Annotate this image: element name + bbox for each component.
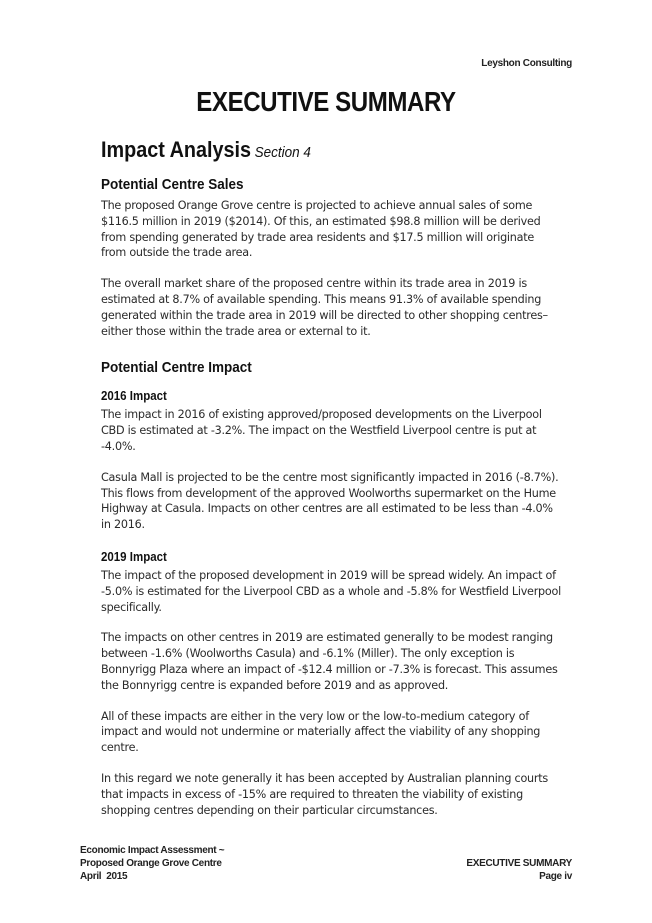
- footer-line-2: Proposed Orange Grove Centre: [80, 858, 222, 869]
- document-body: [101, 176, 561, 818]
- potential-impact-heading: Potential Centre Impact: [101, 359, 252, 377]
- impact-2016-paragraph-2: Casula Mall is projected to be the centre most significantly impacted in 2016 (-8.7%). This flows from development of the approved Woolworths supermarket on the Hume Highway at Casula. Impacts on other centres are all estimated to be less than -4.0% in 2016.: [101, 470, 559, 532]
- impact-2019-paragraph-4: In this regard we note generally it has been accepted by Australian planning courts that impacts in excess of -15% are required to threaten the viability of existing shopping centres depending on their particular circumstances.: [101, 771, 548, 817]
- impact-2019-heading: 2019 Impact: [101, 549, 167, 564]
- footer-line-1: Economic Impact Assessment ~: [80, 845, 225, 856]
- impact-2016-heading: 2016 Impact: [101, 389, 167, 404]
- footer-line-3: April 2015: [80, 871, 128, 882]
- sales-paragraph-1: The proposed Orange Grove centre is projected to achieve annual sales of some $116.5 million in 2019 ($2014). Of this, an estimated $98.8 million will be derived from spending generated by trade area residents and $17.5 million will originate from outside the trade area.: [101, 199, 541, 260]
- impact-2019-paragraph-3: All of these impacts are either in the very low or the low-to-medium category of impact and would not undermine or materially affect the viability of any shopping centre.: [101, 709, 541, 755]
- footer-page-info: [466, 857, 572, 883]
- impact-2016-paragraph-1: The impact in 2016 of existing approved/proposed developments on the Liverpool CBD is estimated at -3.2%. The impact on the Westfield Liverpool centre is put at -4.0%.: [101, 408, 542, 453]
- impact-2019-paragraph-1: The impact of the proposed development in 2019 will be spread widely. An impact of -5.0% is estimated for the Liverpool CBD as a whole and -5.8% for Westfield Liverpool specifically.: [101, 568, 561, 614]
- section-heading: [101, 137, 311, 163]
- footer-page-number: Page iv: [539, 871, 572, 882]
- section-title: Impact Analysis: [101, 137, 252, 162]
- header-organization: Leyshon Consulting: [481, 58, 572, 69]
- sales-paragraph-2: The overall market share of the proposed centre within its trade area in 2019 is estimated at 8.7% of available spending. This means 91.3% of available spending generated within the trade area in 2019 will be directed to other shopping centres–either those within the trade area or external to it.: [101, 277, 548, 338]
- potential-sales-heading: Potential Centre Sales: [101, 176, 244, 193]
- footer-document-info: [80, 844, 224, 883]
- page-title: EXECUTIVE SUMMARY: [196, 86, 456, 117]
- impact-2019-paragraph-2: The impacts on other centres in 2019 are estimated generally to be modest ranging between -1.6% (Woolworths Casula) and -6.1% (Miller). The only exception is Bonnyrigg Plaza where an impact of -$12.4 million or -7.3% is forecast. This assumes the Bonnyrigg centre is expanded before 2019 and as approved.: [101, 631, 558, 692]
- footer-section-label: EXECUTIVE SUMMARY: [466, 858, 572, 869]
- section-subtitle: Section 4: [254, 144, 311, 161]
